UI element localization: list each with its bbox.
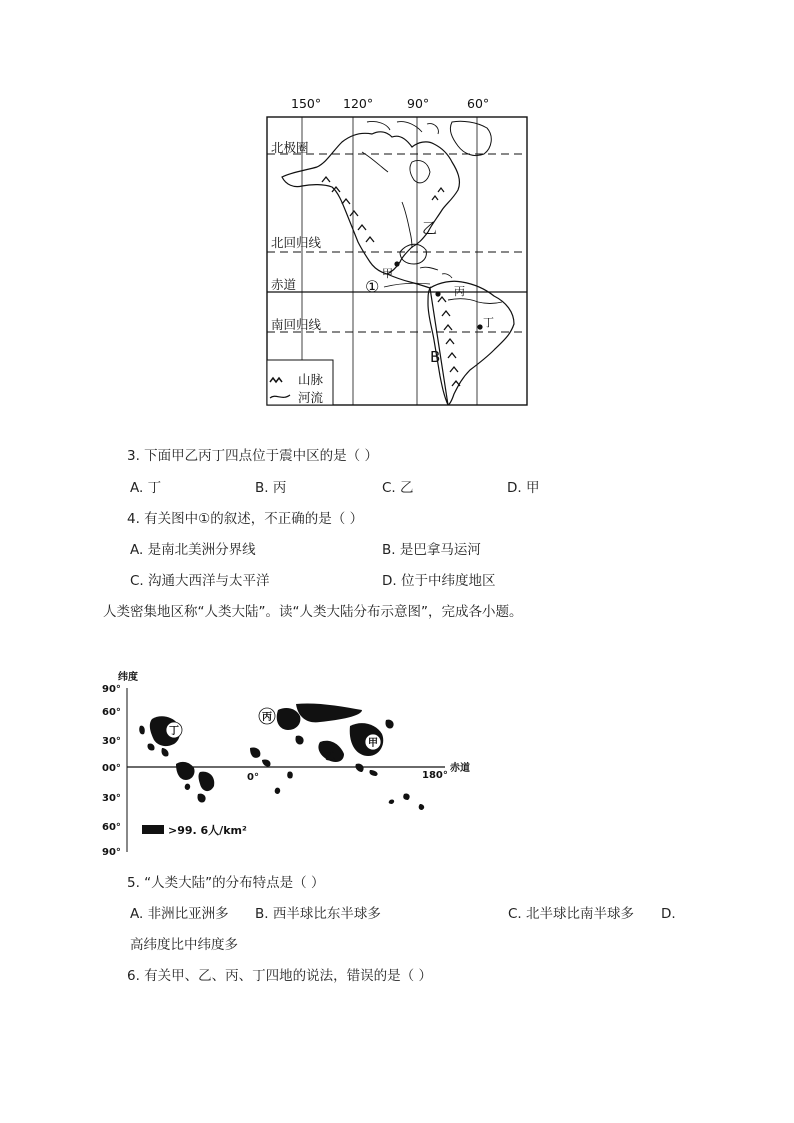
density-legend-swatch [142, 825, 164, 834]
gulf-of-mexico [400, 244, 426, 264]
point-yi-label: 乙 [422, 219, 438, 237]
caribbean-islands [420, 267, 452, 278]
amazon-river [448, 299, 502, 304]
lat-tick-60n: 60° [102, 707, 121, 718]
q5-option-b[interactable]: B. 西半球比东半球多 [255, 906, 381, 922]
point-b-label: B [430, 348, 441, 366]
lat-tick-90n: 90° [102, 684, 121, 695]
lon-tick-0: 0° [247, 772, 259, 783]
blob-west-africa [250, 747, 260, 757]
north-america-outline [282, 132, 459, 274]
greenland-outline [450, 121, 491, 155]
point-bing-label: 丙 [262, 712, 272, 723]
question-4: 4. 有关图中①的叙述，不正确的是（ ） [127, 511, 364, 527]
lat-tick-30n: 30° [102, 736, 121, 747]
blob-new-zealand [419, 804, 424, 810]
q5-option-c[interactable]: C. 北半球比南半球多 [508, 906, 635, 922]
q5-option-a[interactable]: A. 非洲比亚洲多 [130, 906, 229, 922]
blob-australia-south [389, 799, 394, 804]
point-ding-label: 丁 [169, 726, 179, 737]
lon-label-90: 90° [407, 96, 430, 111]
point-yi-label: 乙 [325, 752, 335, 763]
q3-option-a[interactable]: A. 丁 [130, 480, 162, 496]
point-jia-label: 甲 [368, 738, 378, 749]
andes-mountains [438, 297, 460, 386]
appalachian-mountains [432, 188, 444, 200]
blob-south-africa [275, 788, 280, 794]
lon-label-120: 120° [343, 96, 374, 111]
latitude-axis-label: 纬度 [118, 672, 138, 683]
blob-russia [296, 703, 362, 722]
q4-option-a[interactable]: A. 是南北美洲分界线 [130, 542, 256, 558]
central-america [387, 274, 430, 288]
equator-axis-label: 赤道 [450, 763, 470, 774]
population-map [100, 664, 480, 860]
point-bing-label: 丙 [454, 285, 465, 298]
legend-mountains: 山脉 [298, 372, 324, 387]
question-6: 6. 有关甲、乙、丙、丁四地的说法，错误的是（ ） [127, 968, 432, 984]
hudson-bay [410, 160, 430, 182]
arctic-circle-label: 北极圈 [271, 140, 309, 155]
blob-nile [295, 736, 303, 745]
blob-southeast-asia [355, 764, 363, 772]
blob-na-west [139, 726, 145, 735]
q5-option-d-continuation: 高纬度比中纬度多 [130, 937, 238, 953]
lon-tick-180: 180° [422, 770, 448, 781]
q4-option-d[interactable]: D. 位于中纬度地区 [382, 573, 496, 589]
marker-one-pointer [384, 283, 430, 287]
blob-south-america-south [197, 794, 205, 803]
blob-japan [385, 720, 393, 729]
blob-east-africa [287, 771, 293, 778]
equator-label: 赤道 [271, 277, 297, 292]
lat-tick-00: 00° [102, 763, 121, 774]
point-jia-label: 甲 [382, 267, 393, 280]
blob-central-america [161, 748, 168, 757]
blob-indonesia [369, 770, 377, 776]
mississippi-river [402, 202, 412, 248]
legend-rivers: 河流 [298, 390, 324, 405]
q3-option-d[interactable]: D. 甲 [507, 480, 540, 496]
tropic-south-label: 南回归线 [271, 317, 322, 332]
blob-australia-east [403, 793, 409, 800]
blob-brazil [199, 772, 215, 791]
lon-label-60: 60° [467, 96, 490, 111]
q3-option-c[interactable]: C. 乙 [382, 480, 414, 496]
q4-option-b[interactable]: B. 是巴拿马运河 [382, 542, 481, 558]
question-3: 3. 下面甲乙丙丁四点位于震中区的是（ ） [127, 448, 378, 464]
q5-option-d[interactable]: D. [661, 906, 676, 922]
blob-south-america-north [176, 762, 195, 780]
blob-europe-west [277, 708, 301, 730]
lat-tick-90s: 90° [102, 847, 121, 858]
q3-option-b[interactable]: B. 丙 [255, 480, 287, 496]
mackenzie-river [362, 152, 388, 172]
point-bing-dot [435, 291, 440, 296]
tropic-north-label: 北回归线 [271, 235, 322, 250]
lon-label-150: 150° [291, 96, 322, 111]
q4-option-c[interactable]: C. 沟通大西洋与太平洋 [130, 573, 270, 589]
intro-text: 人类密集地区称“人类大陆”。读“人类大陆分布示意图”，完成各小题。 [103, 604, 523, 620]
lat-tick-30s: 30° [102, 793, 121, 804]
point-ding-dot [477, 324, 482, 329]
point-jia-dot [394, 261, 399, 266]
blob-gulf-guinea [262, 759, 271, 766]
question-5: 5. “人类大陆”的分布特点是（ ） [127, 875, 325, 891]
blob-andes [185, 784, 190, 790]
lat-tick-60s: 60° [102, 822, 121, 833]
blob-na-south [147, 743, 154, 750]
density-legend-label: >99. 6人/km² [168, 824, 247, 837]
point-ding-label: 丁 [483, 316, 494, 329]
americas-map [262, 92, 534, 408]
marker-one: ① [365, 277, 380, 296]
